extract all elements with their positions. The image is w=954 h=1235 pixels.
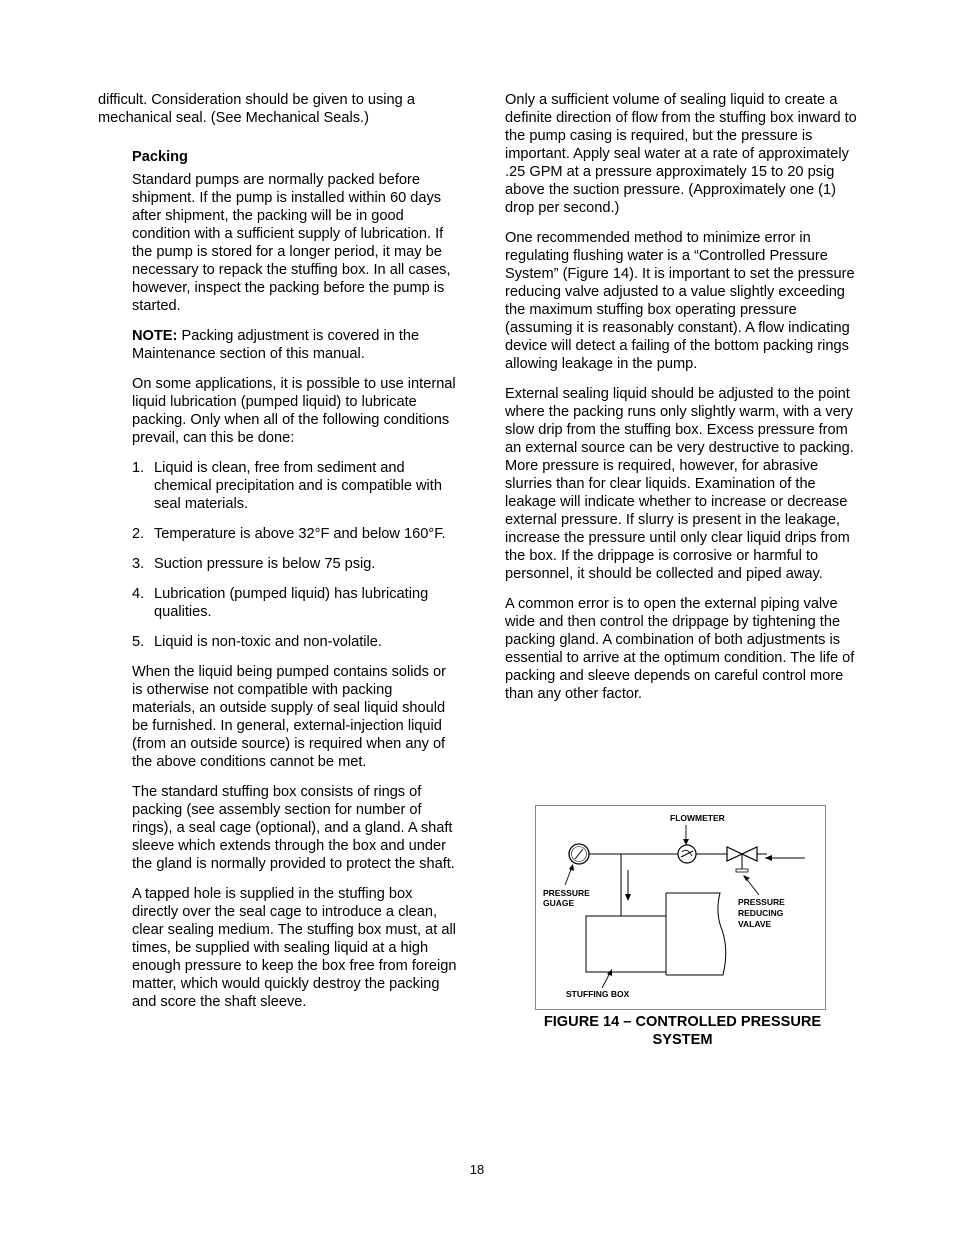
- list-item-number: 2.: [132, 526, 145, 542]
- right-paragraph-2: One recommended method to minimize error in regulating flushing water is a “Controlled Pressure System” (Figure 14). It is important to set the pressure reducing valve adjusted to a value slightly exceeding the maximum stuffing box operating pressure (assuming it is reasonably constant). A flow indicating device will detect a failing of the bottom packing rings allowing leakage in the pump.: [505, 230, 855, 372]
- valve-leader-arrow: [743, 875, 759, 895]
- pressure-reducing-valve-icon: [727, 847, 767, 872]
- right-paragraph-4: A common error is to open the external piping valve wide and then control the drippage by tightening the packing gland. A combination of both adjustments is essential to arrive at the optimum condition. The life of packing and sleeve depends on careful control more than any other factor.: [505, 596, 855, 702]
- note-label: NOTE:: [132, 328, 178, 344]
- list-item-text: Suction pressure is below 75 psig.: [154, 556, 376, 572]
- flowmeter-leader-arrow: [683, 825, 689, 845]
- valve-label-line-1: PRESSURE: [738, 897, 785, 907]
- stuffing-box-label: STUFFING BOX: [566, 989, 630, 999]
- list-item-number: 3.: [132, 556, 145, 572]
- list-item-text: Temperature is above 32°F and below 160°F.: [154, 526, 446, 542]
- gauge-leader-arrow: [565, 864, 574, 885]
- packing-paragraph-3: When the liquid being pumped contains solids or is otherwise not compatible with packing materials, an outside supply of seal liquid should be furnished. In general, external-injection liquid (from an outside source) is required when any of the above conditions cannot be met.: [132, 664, 446, 770]
- conditions-list: [132, 459, 458, 651]
- right-paragraph-1: Only a sufficient volume of sealing liquid to create a definite direction of flow from the stuffing box inward to the pump casing is required, but the pressure is important. Apply seal water at a rate of approximately .25 GPM at a pressure approximately 15 to 20 psig above the suction pressure. (Approximately one (1) drop per second.): [505, 92, 857, 216]
- list-item-text: Lubrication (pumped liquid) has lubricating qualities.: [154, 586, 429, 620]
- packing-paragraph-4: The standard stuffing box consists of rings of packing (see assembly section for number of rings), a seal cage (optional), and a gland. A shaft sleeve which extends through the box and under the gland is normally provided to protect the shaft.: [132, 784, 455, 872]
- pressure-gauge-icon: [569, 844, 589, 864]
- stuffing-box: [586, 916, 666, 972]
- list-item: [132, 459, 458, 513]
- packing-paragraph-1: Standard pumps are normally packed before shipment. If the pump is installed within 60 days after shipment, the packing will be in good condition with a sufficient supply of lubrication. If the pump is stored for a longer period, it may be necessary to repack the stuffing box. In all cases, however, inspect the packing before the pump is started.: [132, 172, 451, 314]
- packing-heading: Packing: [132, 149, 188, 165]
- inflow-arrow: [765, 855, 805, 861]
- left-column: [98, 91, 458, 1011]
- list-item-number: 1.: [132, 460, 145, 476]
- downflow-arrow: [625, 870, 631, 901]
- figure-caption: [505, 1013, 860, 1049]
- pump-casing: [666, 893, 726, 975]
- list-item-number: 4.: [132, 586, 145, 602]
- flowmeter-icon: [678, 845, 696, 863]
- right-paragraph-3: External sealing liquid should be adjusted to the point where the packing runs only slightly warm, with a very slow drip from the stuffing box. Excess pressure from an external source can be very destructive to packing. More pressure is required, however, for abrasive slurries than for clear liquids. Examination of the leakage will indicate whether to increase or decrease external pressure. If slurry is present in the leakage, increase the pressure until only clear liquid drips from the box. If the drippage is corrosive or harmful to personnel, it should be collected and piped away.: [505, 386, 854, 582]
- gauge-label-line-2: GUAGE: [543, 898, 575, 908]
- packing-paragraph-5: A tapped hole is supplied in the stuffing box directly over the seal cage to introduce a clean, clear sealing medium. The stuffing box must, at all times, be supplied with sealing liquid at a high enough pressure to keep the box free from foreign matter, which would quickly destroy the packing and score the shaft sleeve.: [132, 886, 457, 1010]
- list-item-text: Liquid is clean, free from sediment and chemical precipitation and is compatible with seal materials.: [154, 460, 442, 512]
- note-paragraph: [132, 327, 458, 363]
- flowmeter-label: FLOWMETER: [670, 813, 725, 823]
- controlled-pressure-diagram: [535, 805, 826, 1010]
- note-text: Packing adjustment is covered in the Maintenance section of this manual.: [132, 328, 420, 362]
- valve-label-line-3: VALAVE: [738, 919, 772, 929]
- intro-paragraph: difficult. Consideration should be given to using a mechanical seal. (See Mechanical Seals.): [98, 92, 415, 126]
- page-number: 18: [469, 1162, 485, 1177]
- packing-section: [132, 148, 458, 1011]
- list-item-number: 5.: [132, 634, 145, 650]
- list-item: [132, 585, 458, 621]
- valve-label-line-2: REDUCING: [738, 908, 784, 918]
- list-item-text: Liquid is non-toxic and non-volatile.: [154, 634, 382, 650]
- gauge-label-line-1: PRESSURE: [543, 888, 590, 898]
- list-item: [132, 633, 458, 651]
- list-item: [132, 555, 458, 573]
- figure-caption-line-2: SYSTEM: [652, 1032, 713, 1048]
- list-item: [132, 525, 458, 543]
- figure-caption-line-1: FIGURE 14 – CONTROLLED PRESSURE: [543, 1014, 822, 1030]
- right-column: [505, 91, 860, 703]
- packing-paragraph-2: On some applications, it is possible to use internal liquid lubrication (pumped liquid) to lubricate packing. Only when all of the following conditions prevail, can this be done:: [132, 376, 456, 446]
